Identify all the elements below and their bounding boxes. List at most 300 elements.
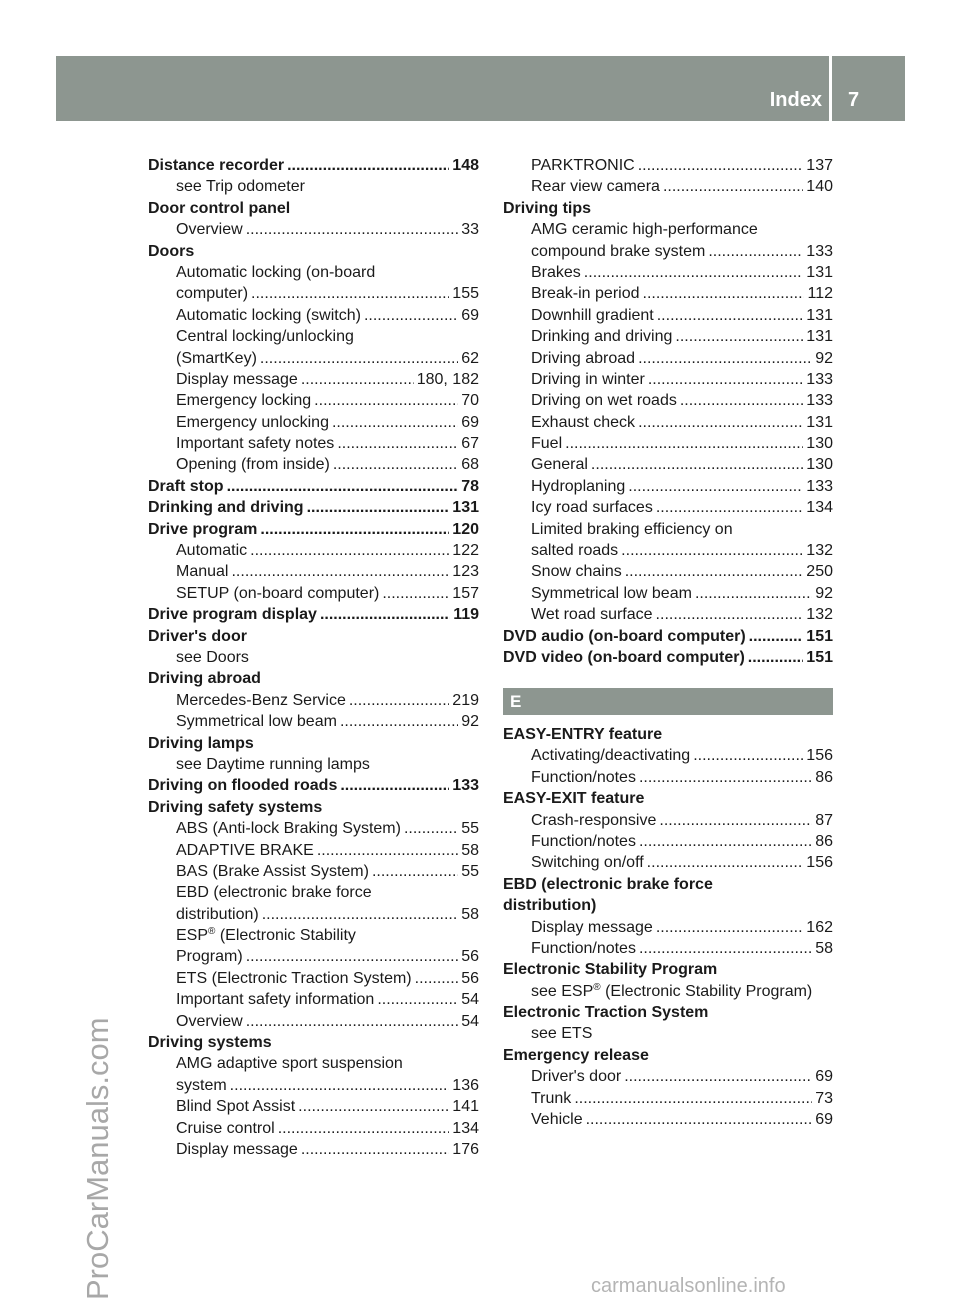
leader-dots	[693, 745, 803, 766]
entry-text: ESP	[176, 927, 209, 945]
registered-mark: ®	[208, 926, 216, 938]
entry-text: Emergency release	[503, 1046, 649, 1064]
index-subentry	[148, 840, 479, 861]
leader-dots	[695, 583, 812, 604]
leader-dots	[340, 711, 458, 732]
index-subentry	[503, 1023, 833, 1044]
page-ref: 133	[806, 392, 833, 410]
page-ref: 133	[806, 370, 833, 388]
index-subentry	[148, 283, 479, 304]
entry-text: Emergency locking	[176, 392, 312, 410]
leader-dots	[639, 767, 812, 788]
page-ref: 55	[461, 862, 479, 880]
leader-dots	[584, 262, 804, 283]
index-subentry	[503, 497, 833, 518]
leader-dots	[231, 561, 449, 582]
index-subentry	[148, 176, 479, 197]
index-subentry	[148, 946, 479, 967]
index-heading	[148, 198, 479, 219]
entry-text: Snow chains	[531, 563, 622, 581]
entry-text: Doors	[148, 242, 195, 260]
entry-text: Wet road surface	[531, 606, 653, 624]
entry-text: Hydroplaning	[531, 477, 626, 495]
entry-text: Drinking and driving	[148, 499, 304, 517]
entry-text: Trunk	[531, 1089, 572, 1107]
leader-dots	[404, 818, 458, 839]
page-ref: 86	[815, 768, 833, 786]
entry-text-rest: (Electronic Stability Program)	[600, 982, 813, 1000]
entry-text: Display message	[531, 918, 653, 936]
index-subentry	[148, 1139, 479, 1160]
entry-text: Function/notes	[531, 939, 636, 957]
entry-text: BAS (Brake Assist System)	[176, 862, 369, 880]
index-subentry	[148, 561, 479, 582]
leader-dots	[301, 369, 414, 390]
leader-dots	[663, 176, 803, 197]
entry-text: Door control panel	[148, 199, 291, 217]
entry-text: Fuel	[531, 435, 563, 453]
leader-dots	[307, 497, 450, 518]
entry-text: Important safety information	[176, 991, 375, 1009]
leader-dots	[340, 775, 449, 796]
index-column-right-e	[503, 724, 833, 1130]
entry-text: Driver's door	[148, 627, 247, 645]
index-subentry	[148, 1118, 479, 1139]
entry-text: Break-in period	[531, 285, 640, 303]
index-subentry	[503, 745, 833, 766]
leader-dots	[314, 390, 458, 411]
index-column-left	[148, 155, 479, 1160]
page-ref: 140	[806, 178, 833, 196]
index-heading	[503, 1045, 833, 1066]
leader-dots	[628, 476, 803, 497]
page-ref: 120	[452, 520, 479, 538]
page-ref: 137	[806, 157, 833, 174]
index-heading	[503, 895, 833, 916]
entry-text: Symmetrical low beam	[531, 584, 692, 602]
entry-text: AMG ceramic high-performance	[531, 221, 758, 239]
leader-dots	[656, 917, 803, 938]
page-ref: 131	[806, 263, 833, 281]
index-subentry	[503, 412, 833, 433]
index-subentry	[503, 938, 833, 959]
index-subentry	[503, 604, 833, 625]
page-ref: 67	[461, 435, 479, 453]
entry-text: Icy road surfaces	[531, 499, 653, 517]
entry-text: Important safety notes	[176, 435, 335, 453]
entry-text: Switching on/off	[531, 854, 644, 872]
entry-text: AMG adaptive sport suspension	[176, 1055, 403, 1073]
index-subentry	[148, 754, 479, 775]
leader-dots	[415, 968, 459, 989]
entry-text: Driving on flooded roads	[148, 777, 338, 795]
page-ref: 69	[461, 413, 479, 431]
entry-text: Driving abroad	[531, 349, 636, 367]
page-ref: 180, 182	[416, 370, 479, 388]
leader-dots	[250, 540, 449, 561]
index-subentry	[148, 1011, 479, 1032]
index-heading	[148, 155, 479, 176]
leader-dots	[749, 626, 804, 647]
index-subentry	[148, 305, 479, 326]
index-subentry	[503, 369, 833, 390]
leader-dots	[301, 1139, 449, 1160]
index-subentry	[503, 540, 833, 561]
leader-dots	[621, 540, 803, 561]
entry-text: ETS (Electronic Traction System)	[176, 969, 412, 987]
entry-text: Automatic locking (on-board	[176, 263, 376, 281]
entry-text: compound brake system	[531, 242, 706, 260]
entry-text: DVD video (on-board computer)	[503, 648, 745, 666]
entry-text: Central locking/unlocking	[176, 328, 354, 346]
entry-text: Drive program	[148, 520, 258, 538]
leader-dots	[382, 583, 449, 604]
entry-text: Display message	[176, 1140, 298, 1158]
index-subentry	[503, 810, 833, 831]
index-heading	[148, 797, 479, 818]
page-ref: 155	[452, 285, 479, 303]
entry-text: see ESP	[531, 982, 594, 1000]
index-heading	[503, 647, 833, 668]
leader-dots	[246, 946, 459, 967]
entry-text: computer)	[176, 285, 249, 303]
entry-text: Overview	[176, 221, 243, 239]
page-ref: 131	[806, 328, 833, 346]
index-heading	[503, 788, 833, 809]
page-ref: 54	[461, 1012, 479, 1030]
entry-text: Driving abroad	[148, 670, 261, 688]
entry-text: Function/notes	[531, 768, 636, 786]
leader-dots	[586, 1109, 813, 1130]
page-ref: 70	[461, 392, 479, 410]
entry-text: see Doors	[176, 648, 249, 666]
index-subentry	[148, 968, 479, 989]
page-ref: 58	[461, 841, 479, 859]
page-ref: 133	[806, 242, 833, 260]
leader-dots	[260, 348, 458, 369]
leader-dots	[298, 1096, 449, 1117]
index-subentry	[148, 818, 479, 839]
index-subentry	[503, 1088, 833, 1109]
footer-watermark: carmanualsonline.info	[591, 1275, 786, 1297]
leader-dots	[656, 604, 804, 625]
page-ref: 148	[452, 157, 479, 174]
index-subentry	[503, 241, 833, 262]
entry-text: General	[531, 456, 588, 474]
index-subentry	[148, 904, 479, 925]
entry-text: Driving tips	[503, 199, 592, 217]
page-ref: 123	[452, 563, 479, 581]
index-subentry	[148, 369, 479, 390]
entry-text: Emergency unlocking	[176, 413, 329, 431]
index-subentry	[503, 831, 833, 852]
entry-text: see Daytime running lamps	[176, 755, 370, 773]
index-subentry	[503, 262, 833, 283]
index-subentry	[148, 882, 479, 903]
entry-text: Limited braking efficiency on	[531, 520, 733, 538]
entry-text: Driving safety systems	[148, 798, 323, 816]
page-ref: 134	[806, 499, 833, 517]
page-ref: 151	[806, 627, 833, 645]
entry-text: Display message	[176, 370, 298, 388]
page-ref: 87	[815, 811, 833, 829]
index-subentry	[148, 262, 479, 283]
page-ref: 157	[452, 584, 479, 602]
leader-dots	[647, 852, 804, 873]
index-subentry	[503, 283, 833, 304]
index-heading	[503, 959, 833, 980]
index-subentry	[503, 1109, 833, 1130]
entry-text: Automatic locking (switch)	[176, 306, 361, 324]
page-ref: 156	[806, 747, 833, 765]
leader-dots	[251, 283, 449, 304]
entry-text: ADAPTIVE BRAKE	[176, 841, 314, 859]
leader-dots	[565, 433, 803, 454]
index-subentry	[148, 861, 479, 882]
index-subentry	[503, 348, 833, 369]
entry-text: Driving on wet roads	[531, 392, 677, 410]
entry-text: EASY-EXIT feature	[503, 790, 645, 808]
index-heading	[503, 198, 833, 219]
leader-dots	[638, 348, 812, 369]
leader-dots	[337, 433, 458, 454]
page-ref: 73	[815, 1089, 833, 1107]
page-ref: 92	[815, 349, 833, 367]
leader-dots	[262, 904, 459, 925]
page-ref: 86	[815, 832, 833, 850]
leader-dots	[638, 155, 804, 176]
page-ref: 130	[806, 435, 833, 453]
index-heading	[148, 519, 479, 540]
entry-text: Cruise control	[176, 1119, 275, 1137]
page-ref: 33	[461, 221, 479, 239]
page-ref: 156	[806, 854, 833, 872]
leader-dots	[372, 861, 458, 882]
index-subentry	[148, 1053, 479, 1074]
index-heading	[503, 724, 833, 745]
index-subentry	[148, 390, 479, 411]
page-ref: 56	[461, 948, 479, 966]
page-ref: 250	[806, 563, 833, 581]
entry-text: system	[176, 1076, 227, 1094]
page-ref: 141	[452, 1098, 479, 1116]
leader-dots	[657, 305, 804, 326]
index-subentry	[148, 690, 479, 711]
leader-dots	[574, 1088, 812, 1109]
index-heading	[503, 874, 833, 895]
index-subentry	[503, 433, 833, 454]
entry-text: see ETS	[531, 1025, 593, 1043]
page-number: 7	[848, 89, 860, 111]
index-subentry	[503, 767, 833, 788]
entry-text: Crash-responsive	[531, 811, 657, 829]
index-entry	[148, 925, 479, 946]
leader-dots	[333, 454, 458, 475]
leader-dots	[278, 1118, 450, 1139]
header-divider	[829, 56, 832, 121]
entry-text: Overview	[176, 1012, 243, 1030]
index-heading	[503, 1002, 833, 1023]
page-ref: 131	[806, 306, 833, 324]
index-subentry	[503, 176, 833, 197]
page-ref: 132	[806, 542, 833, 560]
leader-dots	[659, 810, 812, 831]
entry-text: Mercedes-Benz Service	[176, 691, 346, 709]
page-ref: 56	[461, 969, 479, 987]
leader-dots	[377, 989, 458, 1010]
entry-text: Automatic	[176, 542, 248, 560]
entry-text: DVD audio (on-board computer)	[503, 627, 746, 645]
leader-dots	[227, 476, 459, 497]
index-subentry	[503, 476, 833, 497]
entry-text: (SmartKey)	[176, 349, 257, 367]
entry-text: Brakes	[531, 263, 581, 281]
entry-text: Program)	[176, 948, 243, 966]
page-ref: 112	[807, 285, 833, 303]
page-ref: 131	[806, 413, 833, 431]
index-column-right	[503, 155, 833, 668]
entry-text: Drive program display	[148, 606, 317, 624]
index-heading	[503, 626, 833, 647]
entry-text: distribution)	[176, 905, 259, 923]
page-ref: 62	[461, 349, 479, 367]
entry-text: Vehicle	[531, 1111, 583, 1129]
index-heading	[148, 775, 479, 796]
entry-text: EBD (electronic brake force	[176, 884, 372, 902]
page-ref: 69	[461, 306, 479, 324]
page-ref: 68	[461, 456, 479, 474]
index-subentry	[503, 155, 833, 176]
page-ref: 55	[461, 820, 479, 838]
index-heading	[148, 241, 479, 262]
entry-text: Rear view camera	[531, 178, 660, 196]
leader-dots	[332, 412, 458, 433]
index-subentry	[148, 412, 479, 433]
index-subentry	[503, 219, 833, 240]
page-ref: 131	[452, 499, 479, 517]
entry-text: Function/notes	[531, 832, 636, 850]
entry-text: Driving in winter	[531, 370, 645, 388]
index-subentry	[148, 454, 479, 475]
page-ref: 54	[461, 991, 479, 1009]
leader-dots	[643, 283, 805, 304]
section-header-e: E	[503, 688, 833, 715]
page-ref: 58	[461, 905, 479, 923]
entry-text: ABS (Anti-lock Braking System)	[176, 820, 401, 838]
index-heading	[148, 476, 479, 497]
page-ref: 176	[452, 1140, 479, 1158]
entry-text: Downhill gradient	[531, 306, 654, 324]
page-ref: 136	[452, 1076, 479, 1094]
index-subentry	[148, 647, 479, 668]
entry-text: Driver's door	[531, 1068, 622, 1086]
index-subentry	[503, 519, 833, 540]
index-subentry	[148, 540, 479, 561]
page-ref: 69	[815, 1111, 833, 1129]
index-entry	[503, 981, 833, 1002]
leader-dots	[364, 305, 458, 326]
index-subentry	[148, 1075, 479, 1096]
leader-dots	[639, 831, 812, 852]
page-ref: 58	[815, 939, 833, 957]
leader-dots	[349, 690, 449, 711]
entry-text: salted roads	[531, 542, 619, 560]
registered-mark: ®	[593, 981, 601, 993]
entry-text: Driving lamps	[148, 734, 254, 752]
entry-text: Symmetrical low beam	[176, 713, 337, 731]
entry-text: Electronic Traction System	[503, 1004, 709, 1022]
page-ref: 162	[806, 918, 833, 936]
entry-text: EASY-ENTRY feature	[503, 726, 663, 743]
leader-dots	[638, 412, 803, 433]
page-ref: 78	[461, 477, 479, 495]
index-subentry	[503, 390, 833, 411]
index-subentry	[148, 219, 479, 240]
entry-text: Driving systems	[148, 1034, 272, 1052]
entry-text: Drinking and driving	[531, 328, 673, 346]
leader-dots	[246, 1011, 459, 1032]
page-ref: 92	[815, 584, 833, 602]
index-subentry	[148, 348, 479, 369]
entry-text: Activating/deactivating	[531, 747, 691, 765]
index-subentry	[148, 989, 479, 1010]
leader-dots	[320, 604, 450, 625]
entry-text: Opening (from inside)	[176, 456, 330, 474]
entry-text: SETUP (on-board computer)	[176, 584, 380, 602]
entry-text: Electronic Stability Program	[503, 961, 718, 979]
index-subentry	[503, 583, 833, 604]
page-ref: 133	[806, 477, 833, 495]
leader-dots	[591, 454, 803, 475]
leader-dots	[675, 326, 803, 347]
leader-dots	[656, 497, 803, 518]
index-subentry	[503, 305, 833, 326]
page-ref: 134	[452, 1119, 479, 1137]
index-heading	[148, 1032, 479, 1053]
page-ref: 122	[452, 542, 479, 560]
leader-dots	[639, 938, 812, 959]
index-subentry	[148, 711, 479, 732]
leader-dots	[317, 840, 458, 861]
page-ref: 92	[461, 713, 479, 731]
leader-dots	[287, 155, 449, 176]
leader-dots	[246, 219, 459, 240]
leader-dots	[748, 647, 804, 668]
index-subentry	[148, 583, 479, 604]
page-ref: 133	[452, 777, 479, 795]
index-subentry	[503, 326, 833, 347]
index-heading	[148, 668, 479, 689]
entry-text: Exhaust check	[531, 413, 636, 431]
page-ref: 119	[453, 606, 479, 624]
entry-text: Distance recorder	[148, 157, 285, 174]
entry-text: Draft stop	[148, 477, 224, 495]
index-heading	[148, 733, 479, 754]
index-heading	[148, 604, 479, 625]
leader-dots	[708, 241, 803, 262]
index-subentry	[148, 1096, 479, 1117]
page-ref: 219	[452, 691, 479, 709]
page-ref: 130	[806, 456, 833, 474]
page-ref: 132	[806, 606, 833, 624]
leader-dots	[680, 390, 803, 411]
page-ref: 151	[806, 648, 833, 666]
index-subentry	[148, 326, 479, 347]
leader-dots	[625, 561, 804, 582]
leader-dots	[624, 1066, 812, 1087]
leader-dots	[230, 1075, 450, 1096]
index-heading	[148, 497, 479, 518]
